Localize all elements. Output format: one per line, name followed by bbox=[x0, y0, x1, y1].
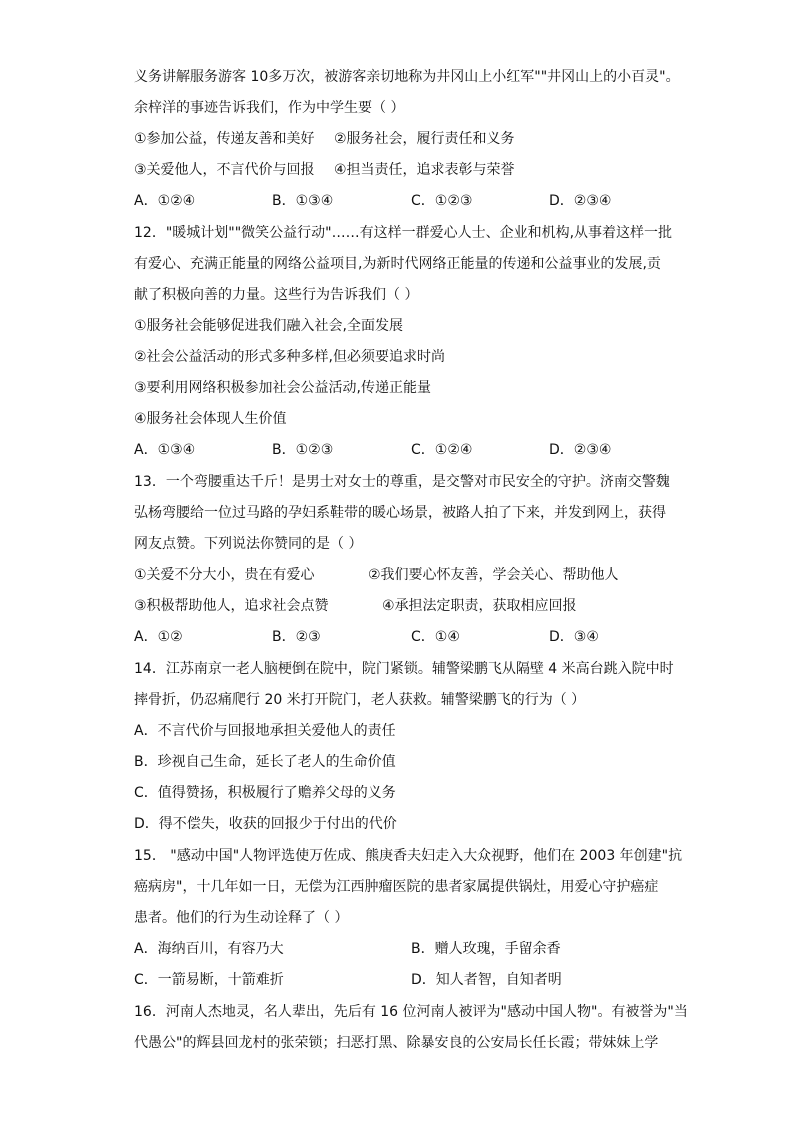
q15-option-d: D．知人者智，自知者明 bbox=[411, 972, 562, 988]
q12-stem-line-1: 12．"暖城计划""微笑公益行动"……有这样一群爱心人士、企业和机构,从事着这样一批 bbox=[134, 225, 673, 241]
q11-statement-1: ①参加公益，传递友善和美好 bbox=[134, 131, 315, 147]
q15-option-c: C．一箭易断，十箭难折 bbox=[134, 972, 284, 988]
q13-statement-2: ②我们要心怀友善，学会关心、帮助他人 bbox=[368, 567, 619, 583]
q12-option-c: C．①②④ bbox=[411, 442, 473, 458]
q14-option-d: D．得不偿失，收获的回报少于付出的代价 bbox=[134, 816, 397, 832]
q13-stem-line-3: 网友点赞。下列说法你赞同的是（ ） bbox=[134, 536, 363, 552]
q13-option-c: C．①④ bbox=[411, 629, 460, 645]
q12-option-a: A．①③④ bbox=[134, 442, 196, 458]
q13-option-d: D．③④ bbox=[549, 629, 599, 645]
q16-stem-line-1: 16．河南人杰地灵，名人辈出，先后有 16 位河南人被评为"感动中国人物"。有被誉为"当 bbox=[134, 1004, 688, 1020]
q11-option-d: D．②③④ bbox=[549, 193, 612, 209]
q11-stem-line-2: 余梓洋的事迹告诉我们，作为中学生要（ ） bbox=[134, 100, 405, 116]
q15-stem-line-3: 患者。他们的行为生动诠释了（ ） bbox=[134, 910, 349, 926]
q11-statement-4: ④担当责任，追求表彰与荣誉 bbox=[334, 162, 515, 178]
q14-stem-line-1: 14．江苏南京一老人脑梗倒在院中，院门紧锁。辅警梁鹏飞从隔壁 4 米高台跳入院中时 bbox=[134, 661, 674, 677]
q12-stem-line-3: 献了积极向善的力量。这些行为告诉我们（ ） bbox=[134, 287, 419, 303]
q11-statement-3: ③关爱他人，不言代价与回报 bbox=[134, 162, 315, 178]
q11-option-b: B．①③④ bbox=[272, 193, 334, 209]
q12-statement-1: ①服务社会能够促进我们融入社会,全面发展 bbox=[134, 318, 403, 334]
q13-statement-1: ①关爱不分大小，贵在有爱心 bbox=[134, 567, 315, 583]
q14-option-c: C．值得赞扬，积极履行了赡养父母的义务 bbox=[134, 785, 396, 801]
q16-stem-line-2: 代愚公"的辉县回龙村的张荣锁；扫恶打黑、除暴安良的公安局长任长霞；带妹妹上学 bbox=[134, 1035, 659, 1051]
q14-option-a: A．不言代价与回报地承担关爱他人的责任 bbox=[134, 723, 396, 739]
q15-stem-line-1: 15． "感动中国"人物评选使万佐成、熊庚香夫妇走入大众视野，他们在 2003 年创建"抗 bbox=[134, 848, 683, 864]
q13-option-a: A．①② bbox=[134, 629, 183, 645]
q15-option-a: A．海纳百川，有容乃大 bbox=[134, 941, 284, 957]
q11-option-a: A．①②④ bbox=[134, 193, 196, 209]
q12-option-d: D．②③④ bbox=[549, 442, 612, 458]
q12-statement-3: ③要利用网络积极参加社会公益活动,传递正能量 bbox=[134, 380, 431, 396]
q12-stem-line-2: 有爱心、充满正能量的网络公益项目,为新时代网络正能量的传递和公益事业的发展,贡 bbox=[134, 256, 661, 272]
q12-option-b: B．①②③ bbox=[272, 442, 334, 458]
q13-stem-line-1: 13．一个弯腰重达千斤！是男士对女士的尊重，是交警对市民安全的守护。济南交警魏 bbox=[134, 474, 670, 490]
q11-option-c: C．①②③ bbox=[411, 193, 473, 209]
q12-statement-4: ④服务社会体现人生价值 bbox=[134, 411, 287, 427]
q12-statement-2: ②社会公益活动的形式多种多样,但必须要追求时尚 bbox=[134, 349, 445, 365]
q13-stem-line-2: 弘杨弯腰给一位过马路的孕妇系鞋带的暖心场景，被路人拍了下来，并发到网上，获得 bbox=[134, 505, 666, 521]
q11-statement-2: ②服务社会，履行责任和义务 bbox=[334, 131, 515, 147]
q14-stem-line-2: 摔骨折，仍忍痛爬行 20 米打开院门，老人获救。辅警梁鹏飞的行为（ ） bbox=[134, 692, 586, 708]
q13-statement-3: ③积极帮助他人，追求社会点赞 bbox=[134, 598, 329, 614]
q15-stem-line-2: 癌病房"，十几年如一日，无偿为江西肿瘤医院的患者家属提供锅灶，用爱心守护癌症 bbox=[134, 879, 659, 895]
q13-option-b: B．②③ bbox=[272, 629, 321, 645]
q14-option-b: B．珍视自己生命，延长了老人的生命价值 bbox=[134, 754, 396, 770]
q15-option-b: B．赠人玫瑰，手留余香 bbox=[411, 941, 561, 957]
q11-stem-line-1: 义务讲解服务游客 10多万次，被游客亲切地称为井冈山上小红军""井冈山上的小百灵"。 bbox=[134, 69, 680, 85]
q13-statement-4: ④承担法定职责，获取相应回报 bbox=[382, 598, 577, 614]
